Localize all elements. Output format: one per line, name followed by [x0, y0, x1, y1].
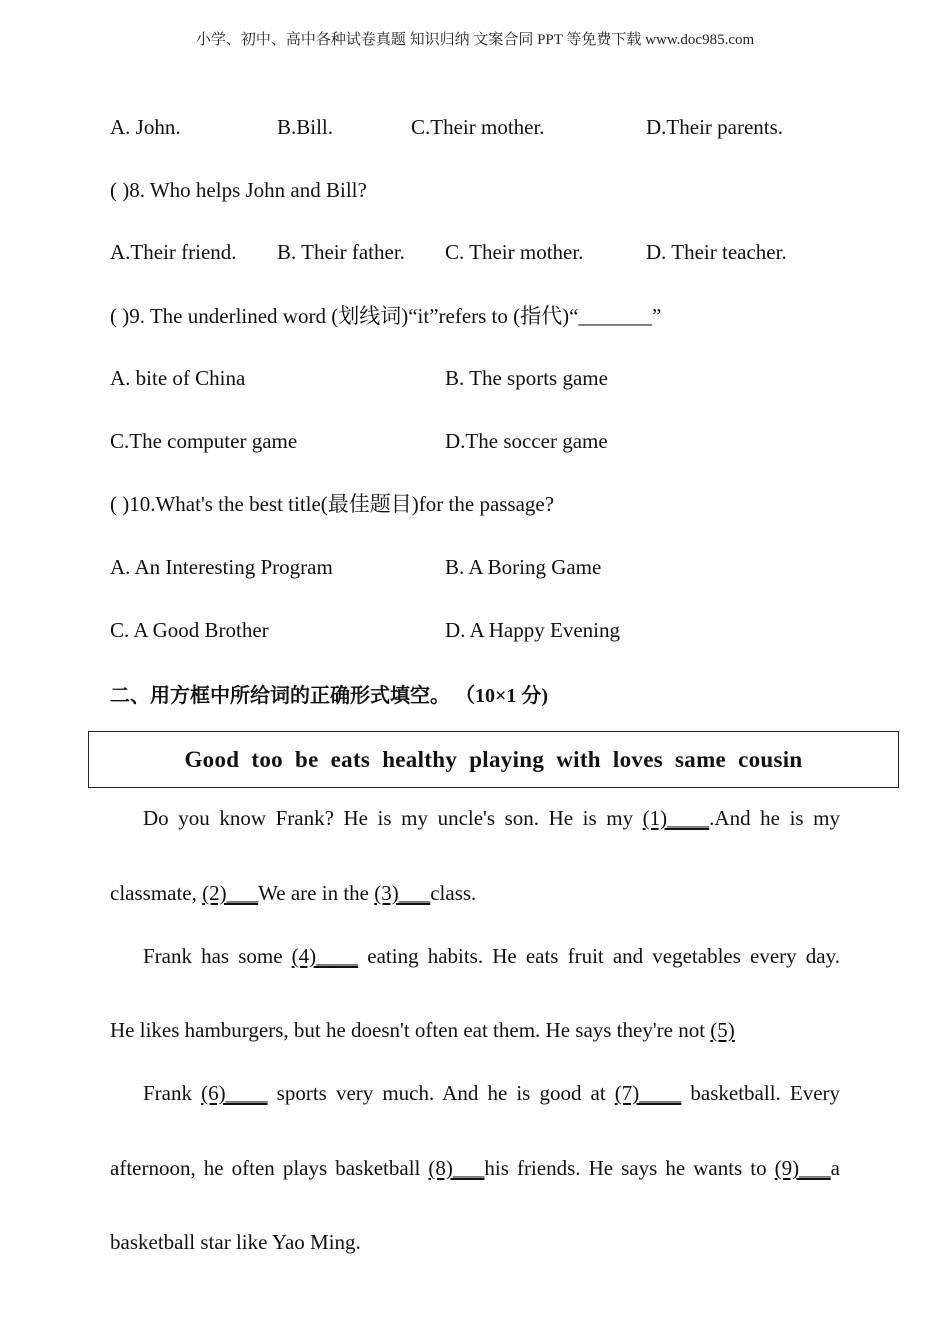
blank-2[interactable]: (2)___	[202, 881, 259, 905]
passage-p3-line1	[143, 1080, 840, 1106]
q9-question: ( )9. The underlined word (划线词)“it”refers to (指代)“_______”	[110, 304, 662, 328]
passage-p2-line1	[143, 943, 840, 969]
passage-text: a	[830, 1156, 840, 1180]
q7-option-a: A. John.	[110, 115, 181, 139]
q9-options-row2	[0, 428, 950, 454]
blank-5[interactable]: (5)	[710, 1018, 735, 1042]
word-box	[88, 731, 899, 788]
passage-text: sports very much. And he is good at	[267, 1081, 615, 1105]
section2-heading: 二、用方框中所给词的正确形式填空。 （10×1 分)	[110, 685, 549, 707]
blank-6[interactable]: (6)____	[201, 1081, 268, 1105]
passage-p3-line3: basketball star like Yao Ming.	[110, 1230, 361, 1254]
q7-option-c: C.Their mother.	[411, 115, 545, 139]
passage-text: classmate,	[110, 881, 203, 905]
q10-options-row1	[0, 554, 950, 580]
q10-option-b: B. A Boring Game	[445, 555, 602, 579]
q10-option-d: D. A Happy Evening	[445, 618, 620, 642]
passage-text: eating habits. He eats fruit and vegetables every day.	[358, 944, 840, 968]
passage-text: Frank has some	[143, 944, 292, 968]
q8-question: ( )8. Who helps John and Bill?	[110, 178, 367, 202]
q9-option-c: C.The computer game	[110, 429, 298, 453]
q8-options	[0, 239, 950, 265]
q8-option-a: A.Their friend.	[110, 240, 237, 264]
passage-text: He likes hamburgers, but he doesn't often eat them. He says they're not	[110, 1018, 711, 1042]
q9-option-a: A. bite of China	[110, 366, 246, 390]
q8-option-d: D. Their teacher.	[646, 240, 787, 264]
passage-p1-line2	[110, 880, 476, 906]
blank-9[interactable]: (9)___	[774, 1156, 831, 1180]
q8-option-b: B. Their father.	[277, 240, 405, 264]
passage-text: his friends. He says he wants to	[484, 1156, 775, 1180]
q7-options	[0, 114, 950, 140]
q9-option-b: B. The sports game	[445, 366, 608, 390]
blank-3[interactable]: (3)___	[374, 881, 431, 905]
q7-option-b: B.Bill.	[277, 115, 334, 139]
site-header: 小学、初中、高中各种试卷真题 知识归纳 文案合同 PPT 等免费下载 www.doc985.com	[195, 32, 755, 48]
passage-text: We are in the	[258, 881, 375, 905]
word-box-text: Good too be eats healthy playing with loves same cousin	[184, 746, 803, 772]
passage-p3-line2	[110, 1155, 840, 1181]
blank-1[interactable]: (1)____	[642, 806, 710, 830]
passage-text: Frank	[143, 1081, 202, 1105]
q10-question: ( )10.What's the best title(最佳题目)for the passage?	[110, 492, 555, 516]
passage-text: class.	[430, 881, 477, 905]
blank-7[interactable]: (7)____	[614, 1081, 682, 1105]
q10-option-a: A. An Interesting Program	[110, 555, 333, 579]
q8-option-c: C. Their mother.	[445, 240, 584, 264]
q10-options-row2	[0, 617, 950, 643]
passage-text: afternoon, he often plays basketball	[110, 1156, 429, 1180]
q7-option-d: D.Their parents.	[646, 115, 784, 139]
q9-options-row1	[0, 365, 950, 391]
blank-8[interactable]: (8)___	[428, 1156, 485, 1180]
passage-text: basketball. Every	[681, 1081, 841, 1105]
passage-p1-line1	[143, 805, 840, 831]
q9-option-d: D.The soccer game	[445, 429, 608, 453]
passage-p2-line2	[110, 1017, 735, 1043]
passage-text: .And he is my	[709, 806, 841, 830]
q10-option-c: C. A Good Brother	[110, 618, 269, 642]
passage-text: Do you know Frank? He is my uncle's son. He is my	[143, 806, 643, 830]
blank-4[interactable]: (4)____	[291, 944, 359, 968]
